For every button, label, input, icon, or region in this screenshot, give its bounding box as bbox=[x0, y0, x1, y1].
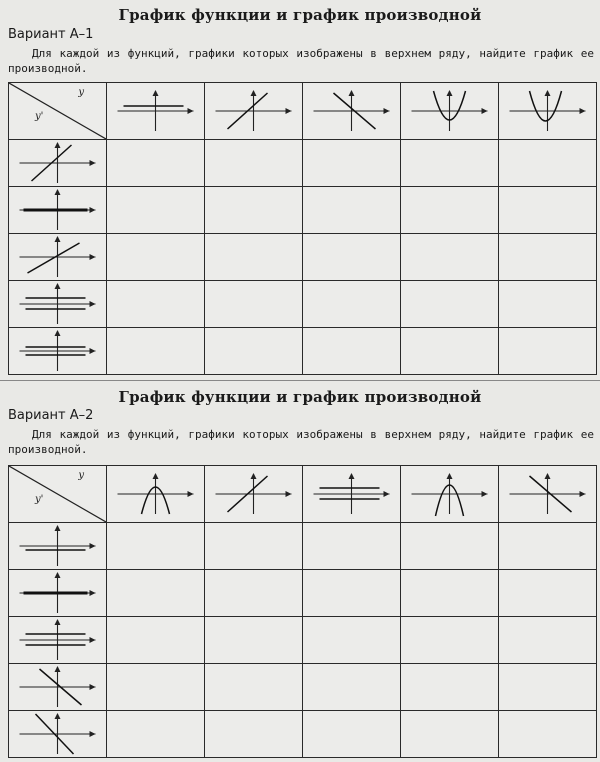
table-row bbox=[9, 281, 597, 328]
derivative-graph-two-hlines-icon bbox=[9, 617, 107, 664]
answer-cell[interactable] bbox=[205, 234, 303, 281]
variant-1-instructions: Для каждой из функций, графики которых изображены в верхнем ряду, найдите график ее производной. bbox=[8, 47, 594, 75]
table-header-row bbox=[9, 466, 597, 523]
table-row bbox=[9, 711, 597, 758]
corner-label-yprime: y' bbox=[35, 494, 44, 505]
table-row bbox=[9, 570, 597, 617]
answer-cell[interactable] bbox=[205, 664, 303, 711]
derivative-graph-two-hlines-icon bbox=[9, 281, 107, 328]
answer-cell[interactable] bbox=[205, 281, 303, 328]
answer-cell[interactable] bbox=[499, 234, 597, 281]
answer-cell[interactable] bbox=[107, 711, 205, 758]
answer-cell[interactable] bbox=[499, 711, 597, 758]
answer-cell[interactable] bbox=[303, 570, 401, 617]
function-graph-parabola-down-icon bbox=[107, 466, 205, 523]
answer-cell[interactable] bbox=[205, 523, 303, 570]
section-divider bbox=[0, 380, 600, 381]
answer-cell[interactable] bbox=[205, 187, 303, 234]
variant-2-title: График функции и график производной bbox=[118, 388, 482, 406]
answer-cell[interactable] bbox=[499, 523, 597, 570]
function-graph-line-up-icon bbox=[205, 83, 303, 140]
answer-cell[interactable] bbox=[401, 523, 499, 570]
answer-cell[interactable] bbox=[107, 570, 205, 617]
derivative-graph-hline-thick-icon bbox=[9, 570, 107, 617]
answer-cell[interactable] bbox=[401, 187, 499, 234]
answer-cell[interactable] bbox=[499, 328, 597, 375]
answer-cell[interactable] bbox=[107, 617, 205, 664]
answer-cell[interactable] bbox=[499, 187, 597, 234]
table-row bbox=[9, 523, 597, 570]
function-graph-two-hlines-icon bbox=[303, 466, 401, 523]
variant-2-label: Вариант А–2 bbox=[8, 408, 94, 423]
answer-cell[interactable] bbox=[499, 570, 597, 617]
answer-cell[interactable] bbox=[401, 711, 499, 758]
function-graph-parabola-up-shifted-icon bbox=[499, 83, 597, 140]
answer-cell[interactable] bbox=[107, 281, 205, 328]
answer-cell[interactable] bbox=[303, 617, 401, 664]
table-row bbox=[9, 140, 597, 187]
answer-cell[interactable] bbox=[205, 328, 303, 375]
answer-cell[interactable] bbox=[401, 664, 499, 711]
answer-cell[interactable] bbox=[499, 140, 597, 187]
answer-cell[interactable] bbox=[107, 328, 205, 375]
function-graph-line-down-icon bbox=[303, 83, 401, 140]
answer-cell[interactable] bbox=[303, 140, 401, 187]
variant-1-label: Вариант А–1 bbox=[8, 27, 94, 42]
answer-cell[interactable] bbox=[401, 328, 499, 375]
corner-label-y: y bbox=[78, 470, 84, 481]
derivative-graph-line-up-icon bbox=[9, 140, 107, 187]
table-row bbox=[9, 187, 597, 234]
answer-cell[interactable] bbox=[303, 664, 401, 711]
answer-cell[interactable] bbox=[303, 187, 401, 234]
answer-cell[interactable] bbox=[401, 570, 499, 617]
derivative-graph-line-up-shallow-icon bbox=[9, 234, 107, 281]
table-row bbox=[9, 617, 597, 664]
answer-cell[interactable] bbox=[303, 523, 401, 570]
table-row bbox=[9, 328, 597, 375]
corner-label-y: y bbox=[78, 87, 84, 98]
derivative-graph-hline-thick-icon bbox=[9, 187, 107, 234]
answer-cell[interactable] bbox=[205, 711, 303, 758]
answer-cell[interactable] bbox=[401, 281, 499, 328]
answer-cell[interactable] bbox=[303, 281, 401, 328]
function-graph-line-up-icon bbox=[205, 466, 303, 523]
corner-cell bbox=[9, 83, 107, 140]
table-header-row bbox=[9, 83, 597, 140]
derivative-graph-two-hlines-close-icon bbox=[9, 328, 107, 375]
answer-cell[interactable] bbox=[205, 140, 303, 187]
answer-cell[interactable] bbox=[401, 234, 499, 281]
answer-cell[interactable] bbox=[303, 234, 401, 281]
corner-label-yprime: y' bbox=[35, 111, 44, 122]
answer-cell[interactable] bbox=[303, 711, 401, 758]
function-graph-hline-above-icon bbox=[107, 83, 205, 140]
answer-cell[interactable] bbox=[107, 140, 205, 187]
answer-cell[interactable] bbox=[205, 570, 303, 617]
variant-2-answer-table bbox=[8, 465, 597, 758]
variant-2-instructions: Для каждой из функций, графики которых изображены в верхнем ряду, найдите график ее производной. bbox=[8, 428, 594, 456]
answer-cell[interactable] bbox=[303, 328, 401, 375]
function-graph-parabola-up-icon bbox=[401, 83, 499, 140]
function-graph-line-down-icon bbox=[499, 466, 597, 523]
variant-1-answer-table bbox=[8, 82, 597, 375]
function-graph-parabola-down-tall-icon bbox=[401, 466, 499, 523]
derivative-graph-line-down-steep-icon bbox=[9, 711, 107, 758]
table-row bbox=[9, 234, 597, 281]
derivative-graph-line-down-icon bbox=[9, 664, 107, 711]
answer-cell[interactable] bbox=[401, 617, 499, 664]
corner-cell bbox=[9, 466, 107, 523]
table-row bbox=[9, 664, 597, 711]
variant-1-title: График функции и график производной bbox=[118, 6, 482, 24]
answer-cell[interactable] bbox=[401, 140, 499, 187]
answer-cell[interactable] bbox=[107, 664, 205, 711]
answer-cell[interactable] bbox=[107, 523, 205, 570]
answer-cell[interactable] bbox=[499, 664, 597, 711]
answer-cell[interactable] bbox=[499, 617, 597, 664]
answer-cell[interactable] bbox=[107, 234, 205, 281]
answer-cell[interactable] bbox=[107, 187, 205, 234]
answer-cell[interactable] bbox=[499, 281, 597, 328]
derivative-graph-hline-below-icon bbox=[9, 523, 107, 570]
answer-cell[interactable] bbox=[205, 617, 303, 664]
